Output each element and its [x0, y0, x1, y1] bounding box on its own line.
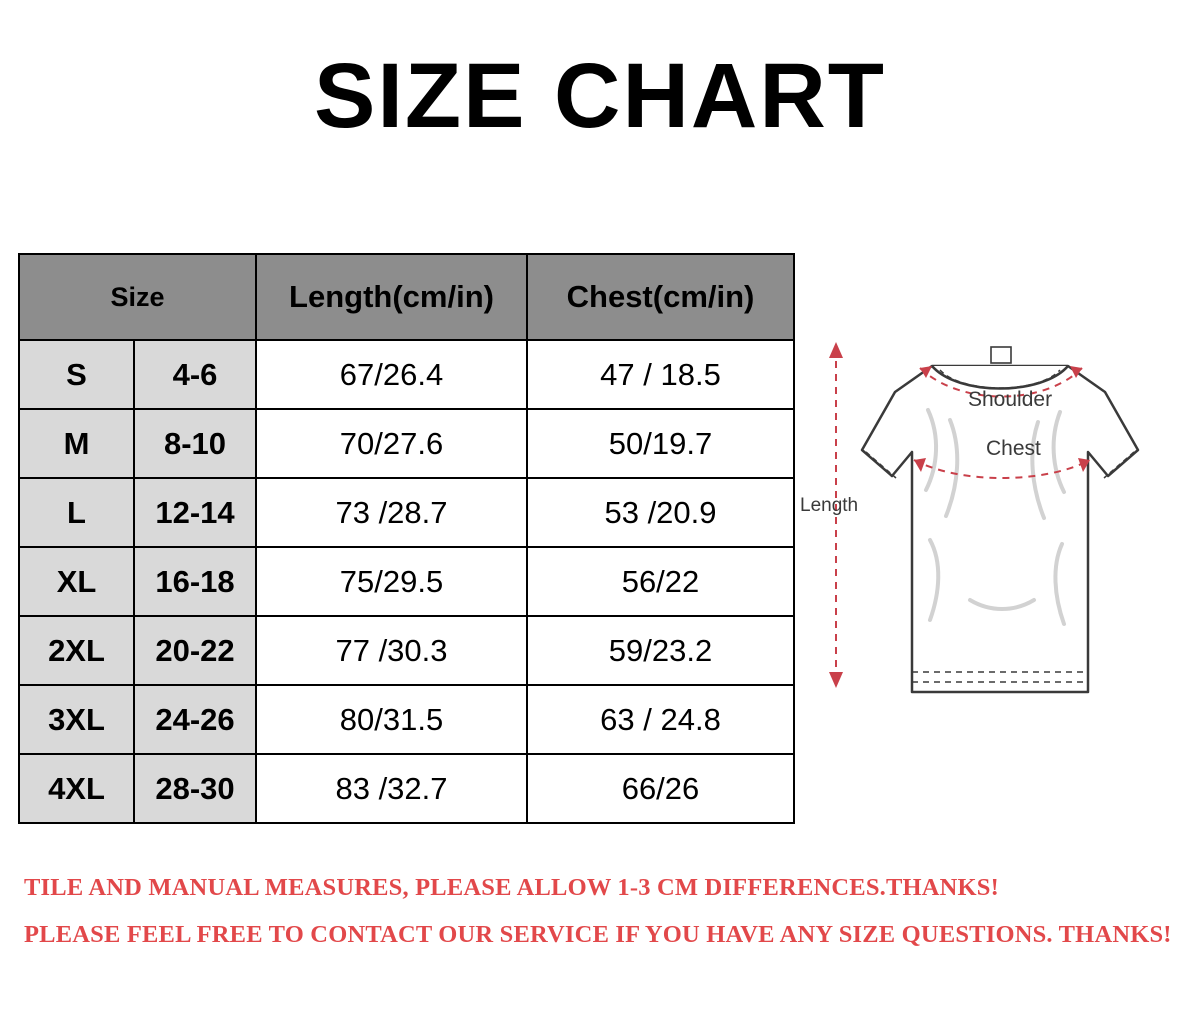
cell-size: 2XL	[19, 616, 134, 685]
column-header-chest: Chest(cm/in)	[527, 254, 794, 340]
cell-number: 4-6	[134, 340, 256, 409]
cell-chest: 53 /20.9	[527, 478, 794, 547]
table-header-row	[19, 254, 794, 340]
cell-length: 75/29.5	[256, 547, 527, 616]
cell-size: 4XL	[19, 754, 134, 823]
page-title: SIZE CHART	[314, 45, 886, 147]
table-header	[19, 254, 794, 340]
table-row	[19, 478, 794, 547]
table-row	[19, 340, 794, 409]
tshirt-measurement-diagram	[800, 300, 1192, 720]
cell-size: S	[19, 340, 134, 409]
cell-length: 83 /32.7	[256, 754, 527, 823]
cell-length: 70/27.6	[256, 409, 527, 478]
cell-length: 73 /28.7	[256, 478, 527, 547]
cell-number: 12-14	[134, 478, 256, 547]
table-row	[19, 547, 794, 616]
length-measure-label: Length	[800, 495, 859, 516]
table-row	[19, 754, 794, 823]
column-header-size: Size	[19, 254, 256, 340]
cell-length: 80/31.5	[256, 685, 527, 754]
table-row	[19, 685, 794, 754]
cell-length: 77 /30.3	[256, 616, 527, 685]
cell-number: 24-26	[134, 685, 256, 754]
cell-number: 8-10	[134, 409, 256, 478]
cell-chest: 47 / 18.5	[527, 340, 794, 409]
cell-length: 67/26.4	[256, 340, 527, 409]
table-body	[19, 340, 794, 823]
shoulder-measure-label: Shoulder	[968, 388, 1053, 411]
cell-number: 20-22	[134, 616, 256, 685]
cell-size: M	[19, 409, 134, 478]
note-contact-service: PLEASE FEEL FREE TO CONTACT OUR SERVICE IF YOU HAVE ANY SIZE QUESTIONS. THANKS!	[24, 921, 1172, 948]
cell-chest: 63 / 24.8	[527, 685, 794, 754]
chest-measure-label: Chest	[986, 437, 1041, 460]
cell-number: 28-30	[134, 754, 256, 823]
cell-number: 16-18	[134, 547, 256, 616]
cell-chest: 59/23.2	[527, 616, 794, 685]
cell-chest: 66/26	[527, 754, 794, 823]
table-row	[19, 409, 794, 478]
cell-chest: 50/19.7	[527, 409, 794, 478]
note-measurement-tolerance: TILE AND MANUAL MEASURES, PLEASE ALLOW 1-3 CM DIFFERENCES.THANKS!	[24, 874, 999, 901]
size-chart-table	[18, 253, 795, 824]
cell-size: XL	[19, 547, 134, 616]
cell-size: 3XL	[19, 685, 134, 754]
cell-chest: 56/22	[527, 547, 794, 616]
column-header-length: Length(cm/in)	[256, 254, 527, 340]
cell-size: L	[19, 478, 134, 547]
table-row	[19, 616, 794, 685]
tshirt-icon	[800, 300, 1192, 720]
